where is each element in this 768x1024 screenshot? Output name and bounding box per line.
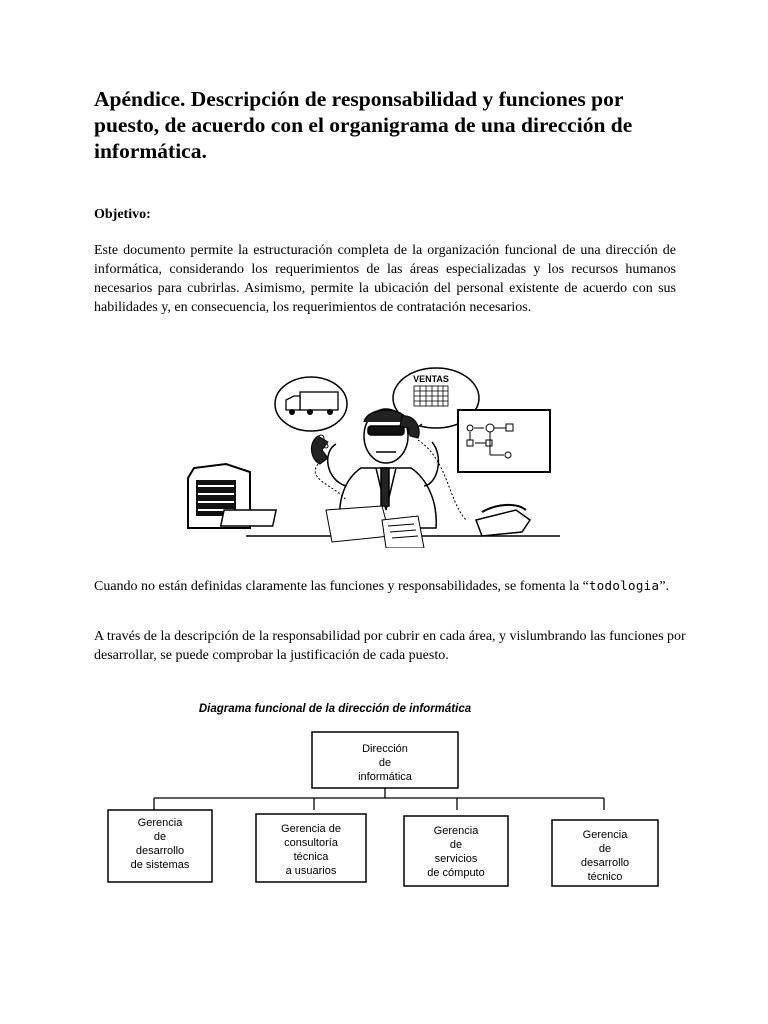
objective-paragraph: Este documento permite la estructuración completa de la organización funcional de una dirección de informática, considerando los requerimientos de las áreas especializadas y los recursos humanos necesarios para cubrirlas. Asimismo, permite la ubicación del personal existente de acuerdo con sus habilidades y, en consecuencia, los requerimientos de contratación necesarios. bbox=[94, 243, 676, 315]
child-box-consultoria bbox=[256, 814, 366, 882]
child-2-line-3: técnica bbox=[293, 851, 329, 863]
connector-lines bbox=[154, 788, 604, 810]
child-1-line-3: desarrollo bbox=[135, 845, 185, 857]
child-1-line-1: Gerencia bbox=[137, 817, 183, 829]
office-worker-illustration bbox=[186, 360, 560, 548]
child-3-line-2: de bbox=[449, 839, 463, 851]
child-2-line-2: consultoría bbox=[284, 837, 338, 849]
ventas-sign-text: VENTAS bbox=[413, 374, 449, 384]
root-box-line-1: Dirección bbox=[362, 743, 408, 755]
diagram-title: Diagrama funcional de la dirección de informática bbox=[198, 703, 472, 715]
child-4-line-3: desarrollo bbox=[580, 857, 630, 869]
child-1-line-4: de sistemas bbox=[130, 859, 190, 871]
functional-diagram bbox=[92, 690, 692, 900]
sales-chart-icon bbox=[414, 386, 448, 406]
truck-icon bbox=[286, 392, 338, 415]
desk-telephone-icon bbox=[476, 505, 530, 536]
todologia-text-before: Cuando no están definidas claramente las funciones y responsabilidades, se fomenta la “ bbox=[94, 579, 589, 594]
document-title: Apéndice. Descripción de responsabilidad y funciones por puesto, de acuerdo con el organigrama de una dirección de informática. bbox=[94, 87, 633, 163]
child-3-line-3: servicios bbox=[434, 853, 478, 865]
child-1-line-2: de bbox=[153, 831, 167, 843]
root-box-line-3: informática bbox=[358, 771, 412, 783]
todologia-term: todologia bbox=[588, 578, 660, 593]
flowchart-board-icon bbox=[458, 410, 550, 472]
todologia-text-after: ”. bbox=[659, 579, 670, 594]
root-box-line-2: de bbox=[378, 757, 392, 769]
root-box bbox=[312, 732, 458, 788]
objective-heading: Objetivo: bbox=[94, 207, 151, 222]
computer-terminal-icon bbox=[188, 464, 276, 528]
child-4-line-2: de bbox=[598, 843, 612, 855]
child-box-servicios-computo bbox=[404, 816, 508, 886]
child-box-desarrollo-tecnico bbox=[552, 820, 658, 886]
child-2-line-4: a usuarios bbox=[285, 865, 337, 877]
child-3-line-1: Gerencia bbox=[433, 825, 479, 837]
child-2-line-1: Gerencia de bbox=[281, 823, 341, 835]
child-box-desarrollo-sistemas bbox=[108, 810, 212, 882]
justification-paragraph: A través de la descripción de la responsabilidad por cubrir en cada área, y vislumbrando las funciones por desarrollar, se puede comprobar la justificación de cada puesto. bbox=[94, 629, 686, 663]
todologia-paragraph bbox=[94, 576, 694, 596]
child-4-line-4: técnico bbox=[587, 871, 623, 883]
child-4-line-1: Gerencia bbox=[582, 829, 628, 841]
child-3-line-4: de cómputo bbox=[427, 867, 485, 879]
